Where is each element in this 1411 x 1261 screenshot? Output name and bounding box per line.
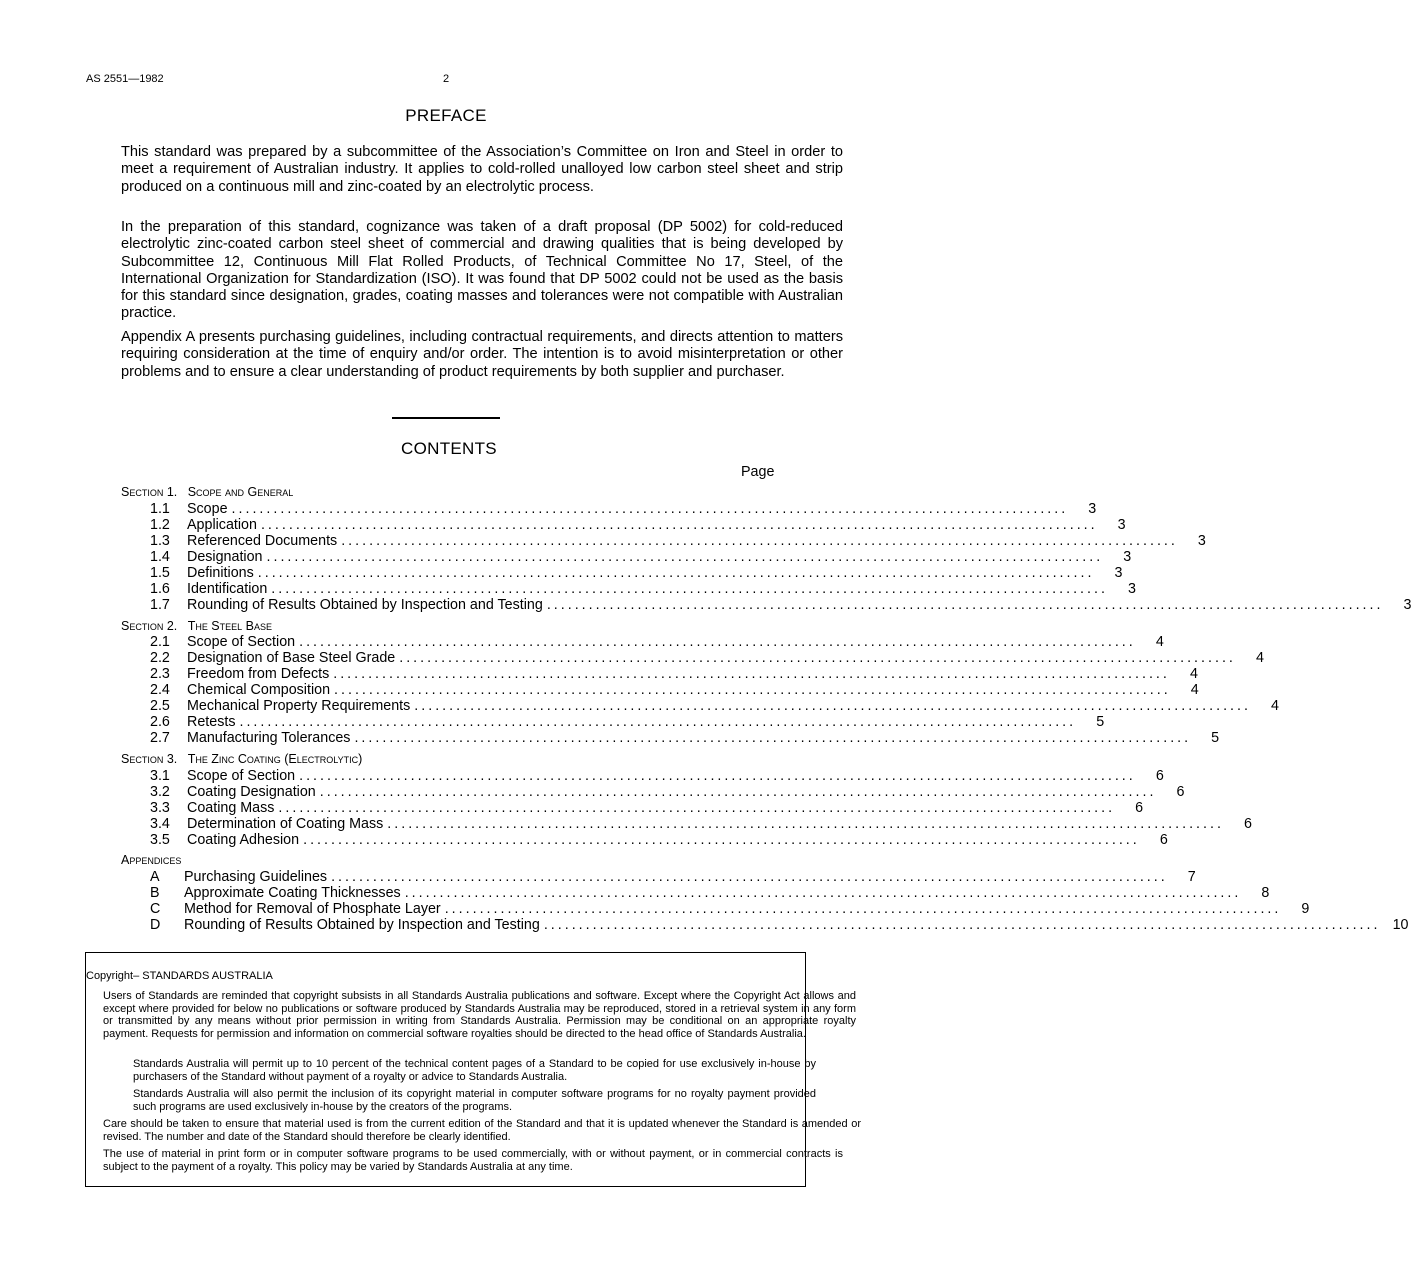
toc-entry-page: 6 — [1244, 816, 1252, 832]
toc-entry-number: 3.1 — [150, 768, 170, 784]
section-prefix: Section — [121, 752, 164, 766]
toc-entry-number: 1.3 — [150, 533, 170, 549]
section-prefix: Section — [121, 485, 164, 499]
toc-entry-page: 3 — [1128, 581, 1136, 597]
toc-entry-page: 5 — [1096, 714, 1105, 730]
toc-entry[interactable] — [150, 581, 1136, 597]
toc-leader-dots: ........................................................................................................................ — [414, 698, 1251, 714]
toc-entry-label: Referenced Documents — [187, 533, 338, 549]
toc-entry-page: 6 — [1176, 784, 1185, 800]
toc-leader-dots: ........................................................................................................................ — [231, 501, 1069, 517]
toc-entry-number: 2.4 — [150, 682, 170, 698]
toc-appendix-entry[interactable] — [150, 869, 1196, 885]
toc-entry-page: 6 — [1135, 800, 1144, 816]
toc-entry-page: 4 — [1271, 698, 1279, 714]
toc-entry-number: 2.3 — [150, 666, 170, 682]
toc-entry[interactable] — [150, 800, 1144, 816]
toc-section-3-heading — [121, 752, 362, 766]
toc-entry-page: 3 — [1197, 533, 1206, 549]
toc-leader-dots: ........................................................................................................................ — [387, 816, 1224, 832]
toc-entry-label: Coating Adhesion — [187, 832, 300, 848]
toc-entry-page: 3 — [1114, 565, 1123, 581]
section-name: The Steel Base — [187, 619, 272, 633]
toc-entry-label: Determination of Coating Mass — [187, 816, 384, 832]
toc-entry-label: Approximate Coating Thicknesses — [184, 885, 401, 901]
toc-entry[interactable] — [150, 784, 1185, 800]
toc-entry-page: 3 — [1403, 597, 1411, 613]
preface-title: PREFACE — [405, 106, 487, 125]
toc-entry[interactable] — [150, 597, 1411, 613]
toc-entry-label: Scope — [187, 501, 228, 517]
toc-entry-label: Application — [187, 517, 257, 533]
toc-entry-label: Designation — [187, 549, 263, 565]
toc-leader-dots: ........................................................................................................................ — [399, 650, 1236, 666]
toc-leader-dots: ........................................................................................................................ — [331, 869, 1168, 885]
toc-leader-dots: ........................................................................................................................ — [404, 885, 1242, 901]
toc-entry-page: 9 — [1301, 901, 1310, 917]
copyright-notice-box — [85, 952, 861, 1187]
toc-entry-label: Scope of Section — [187, 768, 296, 784]
section-number: 1. — [166, 485, 178, 499]
toc-entry-page: 4 — [1189, 666, 1198, 682]
toc-leader-dots: ........................................................................................................................ — [257, 565, 1095, 581]
copyright-paragraph-4: Care should be taken to ensure that material used is from the current edition of the Standard and that it is updated whenever the Standard is amended or revised. The number and date of the Standard should therefore be clearly identified. — [103, 1118, 861, 1143]
toc-leader-dots: ........................................................................................................................ — [271, 581, 1108, 597]
toc-entry-number: 1.2 — [150, 517, 170, 533]
section-number: 3. — [166, 752, 178, 766]
toc-entry[interactable] — [150, 714, 1105, 730]
toc-entry-label: Retests — [187, 714, 236, 730]
toc-entry[interactable] — [150, 768, 1164, 784]
toc-entry-label: Method for Removal of Phosphate Layer — [184, 901, 441, 917]
toc-entry-label: Identification — [187, 581, 268, 597]
toc-entry-page: 7 — [1187, 869, 1196, 885]
toc-entry-label: Chemical Composition — [187, 682, 331, 698]
toc-entry-number: 1.4 — [150, 549, 170, 565]
toc-entry-label: Rounding of Results Obtained by Inspection and Testing — [187, 597, 543, 613]
toc-entry-page: 10 — [1392, 917, 1409, 933]
toc-entry-label: Definitions — [187, 565, 254, 581]
toc-entry-number: 3.2 — [150, 784, 170, 800]
page-number: 2 — [443, 73, 450, 85]
toc-section-1-heading — [121, 485, 293, 499]
copyright-paragraph-1: Users of Standards are reminded that copyright subsists in all Standards Australia publications and software. Except where the Copyright Act allows and except where provided for below no publications or software produced by Standards Australia may be reproduced, stored in a retrieval system in any form or transmitted by any means without prior permission in writing from Standards Australia. Permission may be conditional on an appropriate royalty payment. Requests for permission and information on commercial software royalties should be directed to the head office of Standards Australia. — [103, 990, 856, 1040]
toc-leader-dots: ........................................................................................................................ — [260, 517, 1098, 533]
toc-entry-page: 4 — [1255, 650, 1264, 666]
toc-entry-label: Purchasing Guidelines — [184, 869, 328, 885]
toc-leader-dots: ........................................................................................................................ — [334, 682, 1171, 698]
toc-entry-number: 2.5 — [150, 698, 170, 714]
toc-entry[interactable] — [150, 565, 1123, 581]
toc-leader-dots: ........................................................................................................................ — [299, 634, 1136, 650]
toc-entry-page: 3 — [1123, 549, 1132, 565]
toc-entry-number: 3.4 — [150, 816, 170, 832]
toc-entry-page: 5 — [1211, 730, 1220, 746]
toc-entry[interactable] — [150, 501, 1097, 517]
section-number: 2. — [166, 619, 178, 633]
toc-entry-page: 3 — [1117, 517, 1126, 533]
toc-entry[interactable] — [150, 650, 1264, 666]
copyright-paragraph-2: Standards Australia will permit up to 10 percent of the technical content pages of a Standard to be copied for use exclusively in-house by purchasers of the Standard without payment of a royalty or advice to Standards Australia. — [133, 1058, 816, 1083]
toc-entry-number: B — [150, 885, 160, 901]
toc-entry[interactable] — [150, 533, 1206, 549]
section-name: Scope and General — [187, 485, 294, 499]
toc-entry-page: 3 — [1088, 501, 1097, 517]
toc-entry-page: 6 — [1159, 832, 1168, 848]
copyright-paragraph-3: Standards Australia will also permit the inclusion of its copyright material in computer software programs for no royalty payment provided such programs are used exclusively in-house by the creators of the programs. — [133, 1088, 816, 1113]
toc-appendix-entry[interactable] — [150, 917, 1409, 933]
toc-leader-dots: ........................................................................................................................ — [341, 533, 1178, 549]
toc-entry-label: Freedom from Defects — [187, 666, 330, 682]
toc-entry-number: D — [150, 917, 161, 933]
toc-entry-label: Scope of Section — [187, 634, 296, 650]
toc-entry-number: A — [150, 869, 160, 885]
toc-entry-number: 2.2 — [150, 650, 170, 666]
toc-entry-number: 1.6 — [150, 581, 170, 597]
toc-entry-number: 2.1 — [150, 634, 170, 650]
toc-entry-number: C — [150, 901, 161, 917]
toc-entry-number: 2.6 — [150, 714, 170, 730]
copyright-paragraph-5: The use of material in print form or in computer software programs to be used commercially, with or without payment, or in commercial contracts is subject to the payment of a royalty. This policy may be varied by Standards Australia at any time. — [103, 1148, 843, 1173]
preface-paragraph-2: In the preparation of this standard, cognizance was taken of a draft proposal (DP 5002) for cold-reduced electrolytic zinc-coated carbon steel sheet of commercial and drawing qualities that is being developed by Subcommittee 12, Continuous Mill Flat Rolled Products, of Technical Committee No 17, Steel, of the International Organization for Standardization (ISO). It was found that DP 5002 could not be used as the basis for this standard since designation, grades, coating masses and tolerances were not compatible with Australian practice. — [121, 219, 843, 322]
toc-entry-label: Rounding of Results Obtained by Inspection and Testing — [184, 917, 540, 933]
toc-entry-label: Designation of Base Steel Grade — [187, 650, 396, 666]
toc-leader-dots: ........................................................................................................................ — [266, 549, 1104, 565]
toc-entry-label: Mechanical Property Requirements — [187, 698, 411, 714]
toc-entry[interactable] — [150, 682, 1199, 698]
toc-leader-dots: ........................................................................................................................ — [278, 800, 1116, 816]
toc-entry[interactable] — [150, 517, 1126, 533]
toc-entry[interactable] — [150, 832, 1168, 848]
toc-entry[interactable] — [150, 549, 1132, 565]
toc-entry-number: 2.7 — [150, 730, 170, 746]
section-divider — [392, 417, 500, 419]
section-prefix: Section — [121, 619, 164, 633]
preface-paragraph-3: Appendix A presents purchasing guidelines, including contractual requirements, and directs attention to matters requiring consideration at the time of enquiry and/or order. The intention is to avoid misinterpretation or other problems and to ensure a clear understanding of product requirements by both supplier and purchaser. — [121, 329, 843, 380]
toc-entry-page: 8 — [1261, 885, 1270, 901]
toc-leader-dots: ........................................................................................................................ — [543, 917, 1381, 933]
toc-entry[interactable] — [150, 666, 1198, 682]
toc-entry-page: 4 — [1155, 634, 1164, 650]
section-name: The Zinc Coating (Electrolytic) — [187, 752, 363, 766]
toc-entry-number: 3.3 — [150, 800, 170, 816]
toc-entry[interactable] — [150, 816, 1252, 832]
toc-entry[interactable] — [150, 730, 1220, 746]
toc-appendix-entry[interactable] — [150, 901, 1310, 917]
toc-appendix-entry[interactable] — [150, 885, 1270, 901]
toc-entry[interactable] — [150, 698, 1279, 714]
toc-entry-page: 4 — [1190, 682, 1199, 698]
toc-leader-dots: ........................................................................................................................ — [333, 666, 1170, 682]
document-id: AS 2551—1982 — [86, 73, 164, 85]
toc-entry[interactable] — [150, 634, 1164, 650]
toc-entry-number: 1.1 — [150, 501, 170, 517]
toc-entry-label: Manufacturing Tolerances — [187, 730, 351, 746]
toc-leader-dots: ........................................................................................................................ — [319, 784, 1157, 800]
toc-leader-dots: ........................................................................................................................ — [239, 714, 1077, 730]
toc-entry-number: 1.7 — [150, 597, 170, 613]
toc-entry-number: 3.5 — [150, 832, 170, 848]
toc-leader-dots: ........................................................................................................................ — [303, 832, 1140, 848]
toc-leader-dots: ........................................................................................................................ — [354, 730, 1192, 746]
toc-leader-dots: ........................................................................................................................ — [299, 768, 1136, 784]
toc-entry-label: Coating Designation — [187, 784, 316, 800]
toc-leader-dots: ........................................................................................................................ — [444, 901, 1282, 917]
toc-entry-page: 6 — [1155, 768, 1164, 784]
contents-title: CONTENTS — [401, 439, 497, 458]
page-column-heading: Page — [741, 464, 775, 480]
toc-section-2-heading — [121, 619, 272, 633]
toc-leader-dots: ........................................................................................................................ — [546, 597, 1384, 613]
preface-paragraph-1: This standard was prepared by a subcommittee of the Association’s Committee on Iron and Steel in order to meet a requirement of Australian industry. It applies to cold-rolled unalloyed low carbon steel sheet and strip produced on a continuous mill and zinc-coated by an electrolytic process. — [121, 144, 843, 195]
toc-appendices-heading: Appendices — [121, 853, 182, 867]
toc-entry-label: Coating Mass — [187, 800, 275, 816]
toc-entry-number: 1.5 — [150, 565, 170, 581]
copyright-title: Copyright– STANDARDS AUSTRALIA — [86, 970, 273, 982]
